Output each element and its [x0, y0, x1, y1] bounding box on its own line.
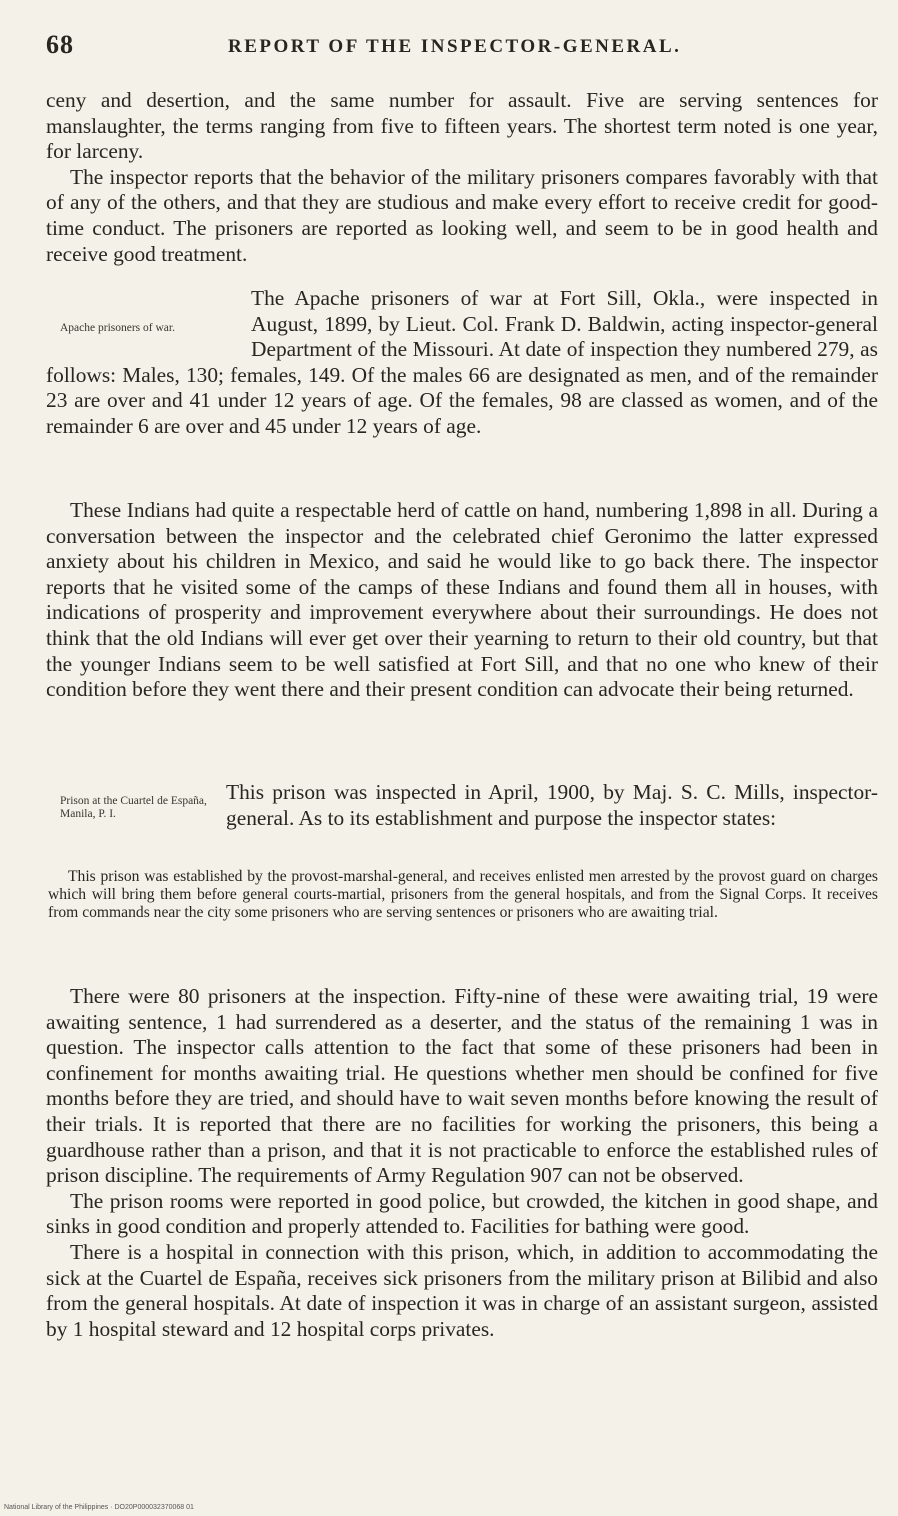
paragraph-apache: The Apache prisoners of war at Fort Sill, Okla., were inspected in August, 1899, by Lieut. Col. Frank D. Baldwin, acting inspector-general Department of the Missouri. At date of inspection they numbered 279, as follows: Males, 130; females, 149. Of the males 66 are designated as men, and of the remainder 23 are over and 41 under 12 years of age. Of the females, 98 are classed as women, and of the remainder 6 are over and 45 under 12 years of age. — [46, 286, 878, 438]
margin-note-cuartel: Prison at the Cuartel de España, Manila, P. I. — [60, 795, 207, 820]
paragraph-prisoners: There were 80 prisoners at the inspection. Fifty-nine of these were awaiting trial, 19 were awaiting sentence, 1 had surrendered as a deserter, and the status of the remaining 1 was in question. The inspector calls attention to the fact that some of these prisoners had been in confinement for months awaiting trial. He questions whether men should be confined for five months before they are tried, and should have to wait seven months before knowing the result of their trials. It is reported that there are no facilities for working the prisoners, this being a guardhouse rather than a prison, and that it is not practicable to enforce the established rules of prison discipline. The requirements of Army Regulation 907 can not be observed. — [46, 984, 878, 1188]
text-block-top — [46, 88, 878, 267]
running-title: REPORT OF THE INSPECTOR-GENERAL. — [228, 36, 682, 57]
margin-note-apache: Apache prisoners of war. — [60, 322, 175, 334]
paragraph-prison-intro: This prison was inspected in April, 1900, by Maj. S. C. Mills, inspector-general. As to its establishment and purpose the inspector states: — [226, 780, 878, 830]
text-block-indians — [46, 498, 878, 703]
page-number: 68 — [46, 30, 74, 59]
page-header — [46, 30, 878, 60]
paragraph-rooms: The prison rooms were reported in good police, but crowded, the kitchen in good shape, and sinks in good condition and properly attended to. Facilities for bathing were good. — [46, 1188, 878, 1239]
paragraph-indians: These Indians had quite a respectable herd of cattle on hand, numbering 1,898 in all. During a conversation between the inspector and the celebrated chief Geronimo the latter expressed anxiety about his children in Mexico, and said he would like to go back there. The inspector reports that he visited some of the camps of these Indians and found them all in houses, with indications of prosperity and improvement everywhere about their surroundings. He does not think that the old Indians will ever get over their yearning to return to their old country, but that the younger Indians seem to be well satisfied at Fort Sill, and that no one who knew of their condition before they went there and their present condition can advocate their being returned. — [46, 498, 878, 702]
paragraph-hospital: There is a hospital in connection with this prison, which, in addition to accommodating the sick at the Cuartel de España, receives sick prisoners from the military prison at Bilibid and also from the general hospitals. At date of inspection it was in charge of an assistant surgeon, assisted by 1 hospital steward and 12 hospital corps privates. — [46, 1239, 878, 1341]
block-quote: This prison was established by the provost-marshal-general, and receives enlisted men arrested by the provost guard on charges which will bring them before general courts-martial, prisoners from the general hospitals, and from the Signal Corps. It receives from commands near the city some prisoners who are serving sentences or prisoners who are awaiting trial. — [48, 868, 878, 922]
margin-spacer — [46, 286, 251, 362]
scan-footer: National Library of the Philippines · DO20P000032370068 01 — [4, 1504, 194, 1511]
margin-spacer — [46, 780, 226, 856]
text-block-apache — [46, 286, 878, 440]
paragraph-continuation: ceny and desertion, and the same number for assault. Five are serving sentences for manslaughter, the terms ranging from five to fifteen years. The shortest term noted is one year, for larceny. — [46, 88, 878, 164]
text-block-bottom — [46, 984, 878, 1342]
paragraph-behavior: The inspector reports that the behavior of the military prisoners compares favorably with that of any of the others, and that they are studious and make every effort to receive credit for good-time conduct. The prisoners are reported as looking well, and seem to be in good health and receive good treatment. — [46, 164, 878, 266]
text-block-prison — [46, 780, 878, 856]
